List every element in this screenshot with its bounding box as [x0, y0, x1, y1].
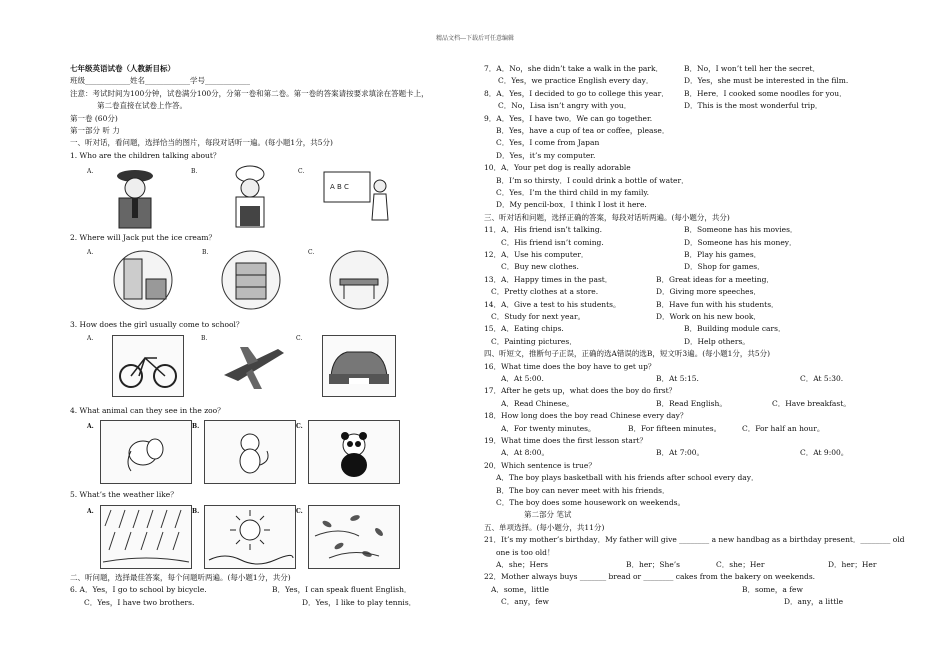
- question-22: 22．Mother always buys _______ bread or ________ cakes from the bakery on weekends.: [484, 572, 816, 582]
- q9-option-d: D．Yes，it’s my computer.: [496, 150, 596, 160]
- q12-option-c: C．Buy new clothes.: [501, 262, 579, 272]
- q2-label-c: C.: [308, 248, 315, 256]
- elephant-image: [100, 420, 192, 484]
- q21-option-c: C．she；Her: [716, 559, 765, 569]
- q3-label-c: C.: [296, 335, 303, 343]
- q22-option-c: C．any，few: [501, 597, 549, 607]
- q5-label-b: B.: [192, 507, 200, 515]
- q10-option-c: C．Yes．I’m the third child in my family.: [496, 188, 649, 197]
- q4-label-a: A.: [87, 423, 94, 431]
- q16-option-a: A．At 5:00.: [501, 373, 544, 383]
- section-5-heading: 五、单项选择。(每小题分，共11分): [484, 522, 605, 532]
- q12-option-b: B．Play his games．: [684, 250, 762, 259]
- page-header: 精品文档---下载后可任意编辑: [435, 35, 515, 42]
- q15-option-b: B．Building module cars．: [684, 324, 786, 334]
- q10-option-d: D．My pencil-box．I think I lost it here.: [496, 200, 647, 210]
- q15-option-a: 15．A．Eating chips.: [484, 324, 564, 334]
- panda-image: [308, 420, 400, 484]
- part-2-heading: 第二部分 笔试: [524, 510, 572, 520]
- q10-option-b: B．I’m so thirsty．I could drink a bottle of water．: [496, 175, 689, 185]
- q17-option-a: A．Read Chinese。: [501, 398, 574, 408]
- q1-label-a: A.: [87, 168, 94, 176]
- q17-option-c: C．Have breakfast。: [772, 398, 851, 408]
- notice-line-2: 第二卷直接在试卷上作答。: [97, 101, 187, 111]
- q13-option-b: B．Great ideas for a meeting．: [656, 274, 774, 284]
- question-21: 21．It’s my mother’s birthday．My father will give ________ a new handbag as a birthday present．________ old: [484, 535, 905, 545]
- question-3: 3. How does the girl usually come to school？: [70, 319, 244, 329]
- q12-option-a: 12．A．Use his computer．: [484, 250, 589, 259]
- section-2-heading: 二、听问题，选择最佳答案，每个问题听两遍。(每小题1分，共分): [70, 572, 291, 582]
- chef-image: [220, 164, 280, 230]
- q20-option-b: B．The boy can never meet with his friends．: [496, 485, 670, 495]
- q2-label-a: A.: [87, 248, 94, 256]
- table-room-image: [328, 249, 390, 311]
- q3-label-a: A.: [87, 335, 94, 343]
- q7-option-d: D．Yes，she must be interested in the film.: [684, 76, 849, 86]
- rain-image: [100, 505, 192, 569]
- q14-option-c: C．Study for next year。: [491, 311, 586, 321]
- left-column: [70, 63, 465, 609]
- part-1-heading: 第一部分 听 力: [70, 126, 120, 136]
- volume-1: 第一卷 (60分): [70, 113, 118, 123]
- q18-option-a: A．For twenty minutes。: [501, 423, 596, 433]
- q22-option-b: B．some，a few: [742, 584, 803, 594]
- q6-row-2: [70, 597, 465, 609]
- car-image: [322, 335, 396, 397]
- q21-option-a: A．she；Hers: [496, 559, 548, 569]
- question-19: 19．What time does the first lesson start？: [484, 435, 647, 445]
- airplane-image: [218, 335, 290, 395]
- question-20: 20．Which sentence is true？: [484, 460, 596, 470]
- q12-option-d: D．Shop for games．: [684, 262, 765, 272]
- q19-option-b: B．At 7:00。: [656, 448, 705, 458]
- q1-label-c: C.: [298, 168, 305, 176]
- q19-option-a: A．At 8:00。: [501, 448, 549, 458]
- q13-option-d: D．Giving more speeches．: [656, 287, 761, 297]
- q22-option-a: A．some，little: [491, 584, 549, 594]
- q11-option-d: D．Someone has his money．: [684, 237, 797, 247]
- q5-label-c: C.: [296, 507, 303, 515]
- right-column: [484, 63, 905, 609]
- q14-option-b: B．Have fun with his students．: [656, 299, 779, 309]
- q1-label-b: B.: [191, 168, 198, 176]
- q6-option-a: 6. A．Yes，I go to school by bicycle.: [70, 585, 207, 595]
- wind-leaves-image: [308, 505, 400, 569]
- q6-option-d: D．Yes，I like to play tennis．: [302, 597, 417, 607]
- q2-label-b: B.: [202, 248, 209, 256]
- question-4: 4. What animal can they see in the zoo？: [70, 406, 225, 416]
- q22-option-d: D．any，a little: [784, 597, 844, 607]
- cabinet-image: [220, 249, 282, 311]
- q20-option-c: C．The boy does some housework on weekends。: [496, 497, 686, 507]
- q21-option-b: B．her；She’s: [626, 559, 681, 569]
- q11-option-b: B．Someone has his movies．: [684, 225, 798, 235]
- q18-option-c: C．For half an hour。: [742, 423, 825, 433]
- q9-option-a: 9．A．Yes，I have two．We can go together.: [484, 113, 653, 123]
- question-21-continued: one is too old！: [496, 547, 555, 557]
- question-1: 1. Who are the children talking about？: [70, 150, 221, 160]
- question-2: 2. Where will Jack put the ice cream？: [70, 233, 216, 243]
- q2-pictures: [70, 245, 465, 319]
- q11-option-a: 11．A．His friend isn’t talking.: [484, 225, 603, 235]
- q14-option-d: D．Work on his new book．: [656, 311, 761, 321]
- notice-line-1: 注意：考试时间为100分钟，试卷满分100分，分第一卷和第二卷。第一卷的答案请按要求填涂在答题卡上，: [70, 88, 429, 98]
- q5-label-a: A.: [87, 507, 94, 515]
- q8-option-a: 8．A．Yes，I decided to go to college this year．: [484, 88, 669, 98]
- q7-option-a: 7．A．No，she didn’t take a walk in the park．: [484, 64, 663, 73]
- q16-option-b: B．At 5:15.: [656, 373, 699, 383]
- q9-option-b: B．Yes，have a cup of tea or coffee，please．: [496, 125, 670, 135]
- bicycle-image: [112, 335, 184, 397]
- q8-option-c: C．No，Lisa isn’t angry with you．: [498, 101, 632, 111]
- q1-pictures: [70, 162, 465, 232]
- q6-option-c: C．Yes，I have two brothers.: [84, 597, 195, 607]
- q21-option-d: D．her；Her: [828, 559, 877, 569]
- q17-option-b: B．Read English。: [656, 398, 727, 408]
- q4-pictures: [70, 417, 465, 489]
- q6-option-b: B．Yes，I can speak fluent English．: [272, 585, 412, 595]
- question-16: 16．What time does the boy have to get up？: [484, 361, 656, 371]
- q3-label-b: B.: [201, 335, 208, 343]
- q10-option-a: 10．A．Your pet dog is really adorable: [484, 163, 631, 173]
- q11-option-c: C．His friend isn’t coming.: [501, 237, 604, 247]
- q5-pictures: [70, 502, 465, 572]
- q7-option-c: C．Yes，we practice English every day．: [498, 76, 654, 86]
- section-1-heading: 一、听对话，看问题，选择恰当的图片，每段对话听一遍。(每小题1分，共5分): [70, 138, 333, 148]
- q3-pictures: [70, 331, 465, 405]
- q7-option-b: B．No，I won’t tell her the secret．: [684, 64, 821, 73]
- q15-option-c: C．Painting pictures．: [491, 336, 577, 346]
- policeman-image: [105, 164, 165, 230]
- abc-board-text: A B C: [330, 183, 349, 192]
- q14-option-a: 14．A．Give a test to his students。: [484, 299, 621, 309]
- q4-label-c: C.: [296, 423, 303, 431]
- q8-option-b: B．Here．I cooked some noodles for you．: [684, 88, 847, 98]
- q19-option-c: C．At 9:00。: [800, 448, 849, 458]
- q13-option-a: 13．A．Happy times in the past．: [484, 274, 613, 284]
- section-4-heading: 四、听短文，推断句子正误，正确的选A错误的选B，短文听3遍。(每小题1分，共5分): [484, 349, 771, 359]
- student-info: 班级____________姓名____________学号____________: [70, 76, 250, 86]
- q16-option-c: C．At 5:30.: [800, 373, 844, 383]
- q4-label-b: B.: [192, 423, 200, 431]
- kitchen-fridge-image: [112, 249, 174, 311]
- q18-option-b: B．For fifteen minutes。: [628, 423, 722, 433]
- q9-option-c: C．Yes，I come from Japan: [496, 138, 600, 148]
- question-17: 17．After he gets up，what does the boy do first？: [484, 386, 677, 396]
- q20-option-a: A．The boy plays basketball with his friends after school every day．: [496, 473, 759, 483]
- q8-option-d: D．This is the most wonderful trip．: [684, 101, 823, 111]
- section-3-heading: 三、听对话和问题，选择正确的答案，每段对话听两遍。(每小题分，共分): [484, 212, 730, 222]
- monkey-image: [204, 420, 296, 484]
- q6-row-1: [70, 584, 465, 596]
- sun-image: [204, 505, 296, 569]
- q13-option-c: C．Pretty clothes at a store.: [491, 287, 599, 297]
- q15-option-d: D．Help others。: [684, 336, 750, 346]
- exam-title: 七年级英语试卷（人教新目标）: [70, 64, 175, 73]
- teacher-blackboard-image: [322, 164, 394, 230]
- question-18: 18．How long does the boy read Chinese every day？: [484, 411, 688, 421]
- question-5: 5. What’s the weather like？: [70, 490, 178, 500]
